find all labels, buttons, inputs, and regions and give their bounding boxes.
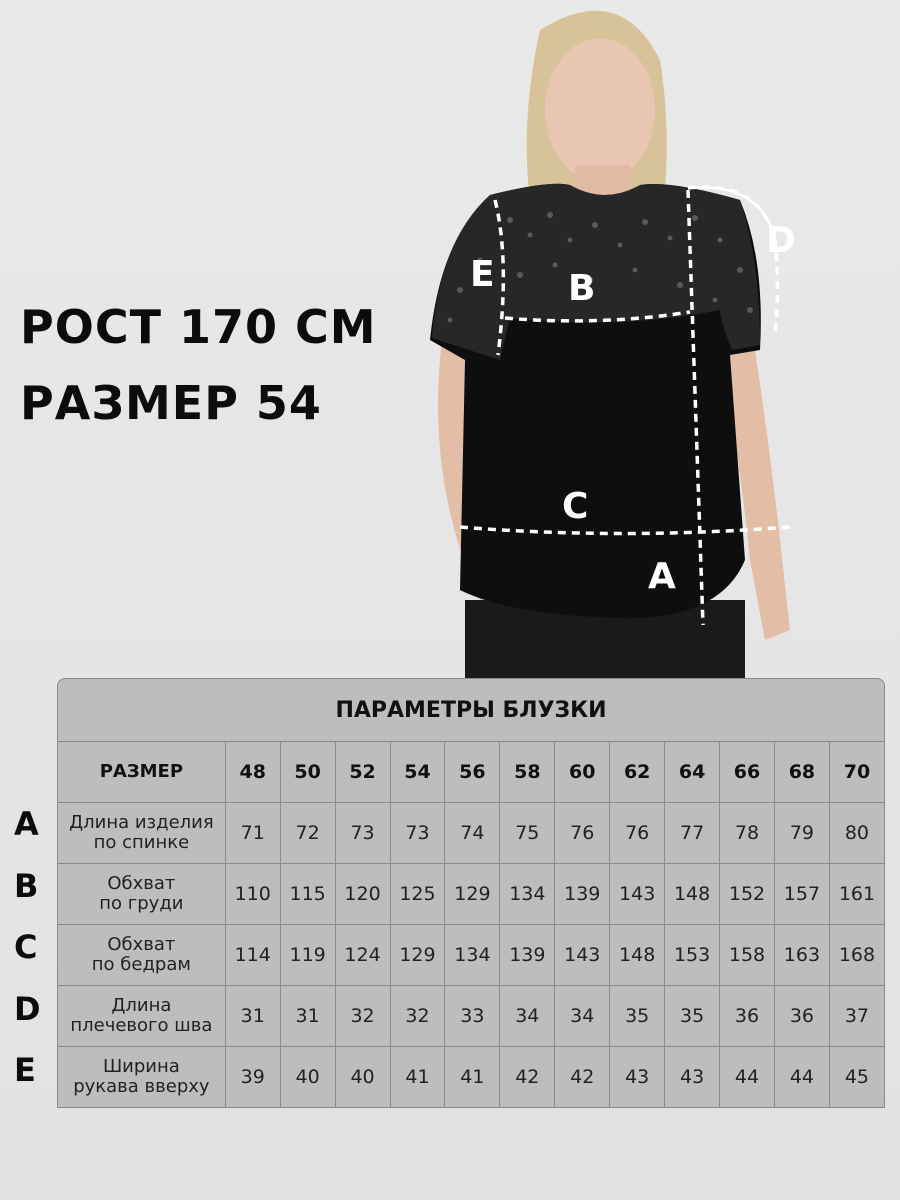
table-row: [58, 986, 885, 1047]
value-cell: 76: [555, 803, 610, 864]
value-cell: 158: [720, 925, 775, 986]
table-row: [58, 925, 885, 986]
size-header-label: РАЗМЕР: [58, 742, 226, 803]
size-header-cell: 66: [720, 742, 775, 803]
value-cell: 139: [555, 864, 610, 925]
value-cell: 72: [280, 803, 335, 864]
parameter-name-line: Обхват: [107, 873, 176, 894]
size-header-cell: 60: [555, 742, 610, 803]
size-header-cell: 50: [280, 742, 335, 803]
value-cell: 153: [665, 925, 720, 986]
model-face: [545, 38, 655, 182]
value-cell: 148: [665, 864, 720, 925]
value-cell: 124: [335, 925, 390, 986]
value-cell: 33: [445, 986, 500, 1047]
parameter-name-line: плечевого шва: [70, 1015, 213, 1036]
size-table-title: ПАРАМЕТРЫ БЛУЗКИ: [57, 678, 885, 742]
measure-label-d: D: [766, 220, 796, 261]
model-size-text: РАЗМЕР 54: [20, 376, 322, 430]
row-letter-label: D: [14, 989, 41, 1028]
size-header-cell: 58: [500, 742, 555, 803]
value-cell: 79: [774, 803, 829, 864]
table-row: [58, 803, 885, 864]
value-cell: 129: [390, 925, 445, 986]
size-header-cell: 52: [335, 742, 390, 803]
value-cell: 36: [774, 986, 829, 1047]
value-cell: 34: [500, 986, 555, 1047]
value-cell: 143: [555, 925, 610, 986]
size-header-cell: 48: [225, 742, 280, 803]
row-letter-label: C: [14, 928, 38, 966]
parameter-name-cell: [58, 803, 226, 864]
value-cell: 36: [720, 986, 775, 1047]
measure-label-c: C: [562, 486, 589, 527]
value-cell: 168: [829, 925, 884, 986]
value-cell: 43: [610, 1047, 665, 1108]
parameter-name-line: Ширина: [102, 1056, 180, 1077]
value-cell: 31: [225, 986, 280, 1047]
value-cell: 35: [610, 986, 665, 1047]
parameter-name-line: по груди: [99, 893, 184, 914]
table-row: [58, 864, 885, 925]
row-letter-label: B: [14, 866, 39, 905]
parameter-name-cell: [58, 986, 226, 1047]
model-photo: [420, 0, 820, 680]
parameter-name-line: рукава вверху: [73, 1076, 210, 1097]
size-header-row: [58, 742, 885, 803]
parameter-name-cell: [58, 864, 226, 925]
value-cell: 42: [555, 1047, 610, 1108]
size-table: [57, 678, 885, 1112]
value-cell: 43: [665, 1047, 720, 1108]
measure-label-a: A: [648, 556, 676, 597]
size-header-cell: 68: [774, 742, 829, 803]
value-cell: 125: [390, 864, 445, 925]
value-cell: 119: [280, 925, 335, 986]
value-cell: 76: [610, 803, 665, 864]
value-cell: 129: [445, 864, 500, 925]
value-cell: 37: [829, 986, 884, 1047]
size-header-cell: 64: [665, 742, 720, 803]
size-header-cell: 62: [610, 742, 665, 803]
value-cell: 163: [774, 925, 829, 986]
value-cell: 42: [500, 1047, 555, 1108]
measure-label-b: B: [568, 268, 596, 309]
parameter-name-cell: [58, 925, 226, 986]
value-cell: 139: [500, 925, 555, 986]
value-cell: 71: [225, 803, 280, 864]
value-cell: 32: [335, 986, 390, 1047]
parameter-name-line: Обхват: [107, 934, 176, 955]
model-height-text: РОСТ 170 СМ: [20, 300, 377, 354]
row-letter-label: E: [14, 1051, 36, 1089]
value-cell: 41: [390, 1047, 445, 1108]
value-cell: 73: [335, 803, 390, 864]
parameter-name-line: Длина: [111, 995, 172, 1016]
measure-label-e: E: [470, 254, 495, 295]
value-cell: 134: [445, 925, 500, 986]
value-cell: 40: [280, 1047, 335, 1108]
parameter-name-line: по спинке: [93, 832, 190, 853]
parameter-name-line: по бедрам: [91, 954, 191, 975]
value-cell: 44: [774, 1047, 829, 1108]
value-cell: 75: [500, 803, 555, 864]
value-cell: 143: [610, 864, 665, 925]
value-cell: 120: [335, 864, 390, 925]
value-cell: 78: [720, 803, 775, 864]
value-cell: 134: [500, 864, 555, 925]
size-header-cell: 56: [445, 742, 500, 803]
value-cell: 32: [390, 986, 445, 1047]
value-cell: 73: [390, 803, 445, 864]
value-cell: 115: [280, 864, 335, 925]
value-cell: 39: [225, 1047, 280, 1108]
value-cell: 110: [225, 864, 280, 925]
row-letter-label: A: [14, 805, 39, 843]
value-cell: 35: [665, 986, 720, 1047]
value-cell: 40: [335, 1047, 390, 1108]
table-row: [58, 1047, 885, 1108]
size-header-cell: 54: [390, 742, 445, 803]
value-cell: 152: [720, 864, 775, 925]
value-cell: 31: [280, 986, 335, 1047]
value-cell: 77: [665, 803, 720, 864]
value-cell: 80: [829, 803, 884, 864]
parameter-name-cell: [58, 1047, 226, 1108]
value-cell: 34: [555, 986, 610, 1047]
value-cell: 114: [225, 925, 280, 986]
parameter-name-line: Длина изделия: [69, 812, 214, 833]
value-cell: 44: [720, 1047, 775, 1108]
value-cell: 74: [445, 803, 500, 864]
value-cell: 41: [445, 1047, 500, 1108]
value-cell: 148: [610, 925, 665, 986]
value-cell: 157: [774, 864, 829, 925]
size-table-grid: [57, 741, 885, 1108]
value-cell: 161: [829, 864, 884, 925]
size-header-cell: 70: [829, 742, 884, 803]
value-cell: 45: [829, 1047, 884, 1108]
